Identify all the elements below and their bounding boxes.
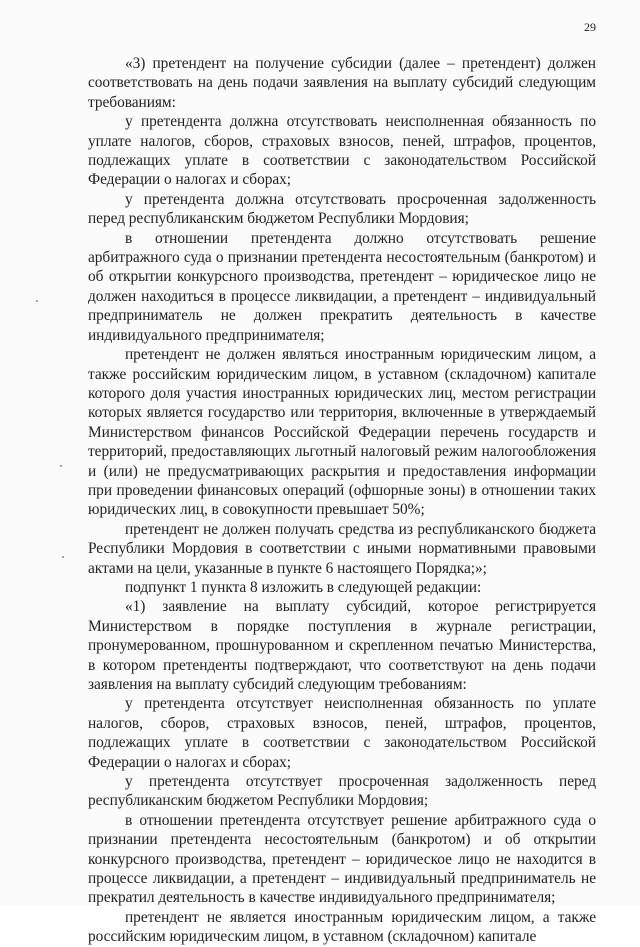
paragraph-8: «1) заявление на выплату субсидий, которое регистрируется Министерством в порядке поступления в журнале регистрации, пронумерованном, прошнурованном и скрепленном печатью Министерства, в котором претенденты подтверждают, что соответствуют на день подачи заявления на выплату субсидий следующим требованиям: [88, 598, 596, 693]
paragraph-1: «3) претендент на получение субсидии (далее – претендент) должен соответствовать на день подачи заявления на выплату субсидий следующим требованиям: [88, 55, 596, 111]
paragraph-9: у претендента отсутствует неисполненная обязанность по уплате налогов, сборов, страховых взносов, пеней, штрафов, процентов, подлежащих уплате в соответствии с законодательством Российской Федерации о налогах и сборах; [88, 695, 596, 771]
paragraph-4: в отношении претендента должно отсутствовать решение арбитражного суда о признании претендента несостоятельным (банкротом) и об открытии конкурсного производства, претендент – юридическое лицо не должен находиться в процессе ликвидации, а претендент – индивидуальный предприниматель не должен прекратить деятельность в качестве индивидуального предпринимателя; [88, 229, 596, 344]
paragraph-7: подпункт 1 пункта 8 изложить в следующей редакции: [125, 578, 482, 596]
paragraph-6: претендент не должен получать средства из республиканского бюджета Республики Мордовия в соответствии с иными нормативными правовыми актами на цели, указанные в пункте 6 настоящего Порядка;»; [88, 520, 596, 577]
paragraph-3: у претендента должна отсутствовать просроченная задолженность перед республиканским бюджетом Республики Мордовия; [88, 190, 596, 228]
document-body [88, 54, 596, 947]
paragraph-5: претендент не должен являться иностранным юридическим лицом, а также российским юридическим лицом, в уставном (складочном) капитале которого доля участия иностранных юридических лиц, местом регистрации которых является государство или территория, включенные в утверждаемый Министерством финансов Российской Федерации перечень государств и территорий, предоставляющих льготный налоговый режим налогообложения и (или) не предусматривающих раскрытия и предоставления информации при проведении финансовых операций (офшорные зоны) в отношении таких юридических лиц, в совокупности превышает 50%; [88, 346, 596, 519]
paragraph-10: у претендента отсутствует просроченная задолженность перед республиканским бюджетом Республики Мордовия; [88, 773, 596, 810]
page-number: 29 [584, 20, 596, 34]
paragraph-12: претендент не является иностранным юридическим лицом, а также российским юридическим лицом, в уставном (складочном) капитале [88, 908, 596, 946]
paragraph-11: в отношении претендента отсутствует решение арбитражного суда о признании претендента несостоятельным (банкротом) и об открытии конкурсного производства, претендент – юридическое лицо не находится в процессе ликвидации, а претендент – индивидуальный предприниматель не прекратил деятельность в качестве индивидуального предпринимателя; [88, 811, 596, 907]
scan-speck [60, 465, 62, 467]
scan-speck [62, 556, 64, 558]
scan-speck [36, 300, 38, 302]
paragraph-2: у претендента должна отсутствовать неисполненная обязанность по уплате налогов, сборов, страховых взносов, пеней, штрафов, процентов, подлежащих уплате в соответствии с законодательством Российской Федерации о налогах и сборах; [88, 113, 596, 189]
